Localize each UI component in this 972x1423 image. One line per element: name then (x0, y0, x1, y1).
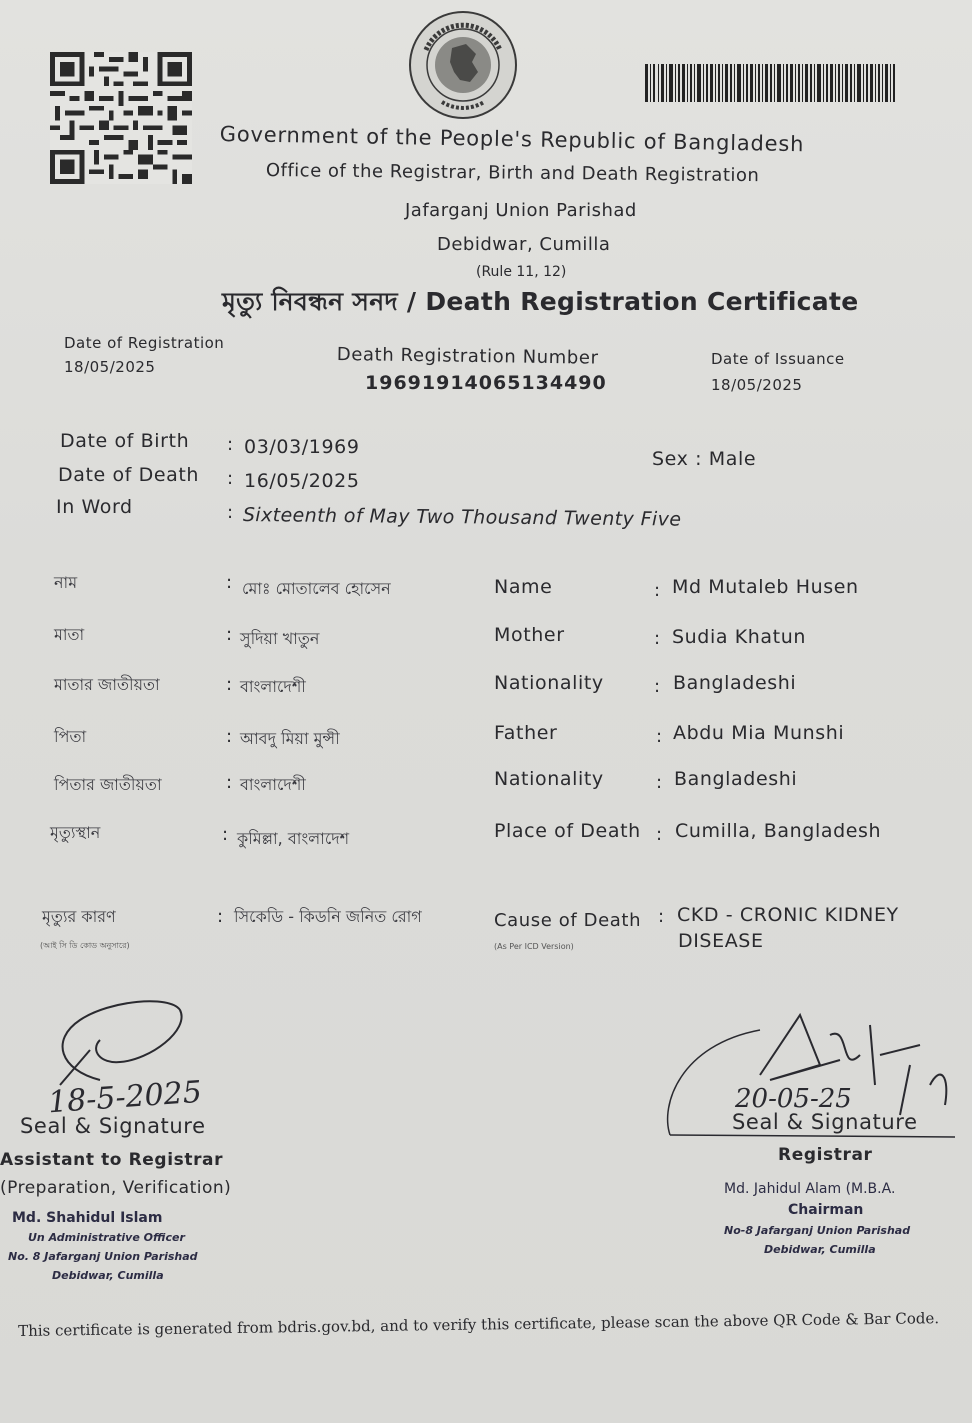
registration-number-value: 19691914065134490 (365, 372, 607, 394)
sex-label: Sex (652, 448, 689, 470)
colon: : (654, 628, 661, 649)
colon: : (226, 674, 233, 695)
dod-label: Date of Death (58, 464, 200, 486)
upazila-heading: Debidwar, Cumilla (437, 234, 611, 255)
registrar-stamp-line3: No-8 Jafarganj Union Parishad (724, 1224, 911, 1237)
sex-field (652, 448, 756, 470)
father-bn-label: পিতা (54, 727, 87, 746)
date-of-issuance-value: 18/05/2025 (711, 376, 803, 394)
colon: : (226, 624, 233, 645)
dob-label: Date of Birth (60, 430, 190, 452)
assistant-stamp-line3: No. 8 Jafarganj Union Parishad (8, 1250, 198, 1263)
cause-bn-note: (আই সি ডি কোড অনুসারে) (40, 941, 130, 950)
assistant-stamp-line2: Un Administrative Officer (28, 1231, 185, 1244)
qr-code-icon (50, 52, 192, 184)
footer-verification-note: This certificate is generated from bdris.gov.bd, and to verify this certificate, please scan the above QR Code & Bar Code. (18, 1309, 940, 1340)
sex-value: Male (708, 448, 757, 470)
assistant-seal-label: Seal & Signature (20, 1114, 206, 1138)
mother-bn-value: সুদিয়া খাতুন (240, 629, 320, 648)
father-nationality-bn-label: পিতার জাতীয়তা (54, 775, 162, 794)
father-bn-value: আবদু মিয়া মুন্সী (240, 729, 340, 748)
registration-number-label: Death Registration Number (336, 344, 599, 369)
registrar-stamp-name: Md. Jahidul Alam (M.B.A. (724, 1181, 896, 1197)
dob-value: 03/03/1969 (244, 436, 360, 458)
colon: : (654, 676, 661, 697)
registrar-stamp-line4: Debidwar, Cumilla (764, 1243, 876, 1256)
assistant-stamp-name: Md. Shahidul Islam (12, 1210, 163, 1226)
colon: : (226, 726, 233, 747)
mother-bn-label: মাতা (54, 625, 85, 644)
union-heading: Jafarganj Union Parishad (405, 200, 637, 221)
assistant-role: Assistant to Registrar (0, 1150, 224, 1170)
date-of-registration-label: Date of Registration (64, 334, 225, 352)
place-label: Place of Death (494, 820, 641, 842)
father-label: Father (494, 722, 558, 744)
government-seal-icon (406, 10, 520, 120)
in-word-value: Sixteenth of May Two Thousand Twenty Five (242, 504, 682, 531)
place-value: Cumilla, Bangladesh (675, 820, 882, 842)
in-word-label: In Word (56, 496, 133, 518)
registrar-seal-label: Seal & Signature (732, 1110, 918, 1134)
colon: : (227, 468, 234, 489)
date-of-registration-value: 18/05/2025 (64, 358, 156, 376)
certificate-title-bn: মৃত্যু নিবন্ধন সনদ (222, 287, 398, 316)
colon: : (656, 772, 663, 793)
colon: : (656, 726, 663, 747)
mother-value: Sudia Khatun (672, 626, 807, 648)
assistant-signature-scribble (40, 990, 200, 1090)
place-bn-value: কুমিল্লা, বাংলাদেশ (237, 829, 350, 848)
government-heading: Government of the People's Republic of Bangladesh (219, 122, 805, 157)
mother-nationality-bn-value: বাংলাদেশী (240, 677, 306, 696)
cause-value-line2: DISEASE (678, 930, 764, 952)
colon: : (654, 580, 661, 601)
registrar-role: Registrar (778, 1145, 873, 1165)
colon: : (695, 448, 703, 470)
registrar-handwritten-date: 20-05-25 (735, 1084, 852, 1114)
colon: : (656, 824, 663, 845)
mother-nationality-label: Nationality (494, 672, 604, 694)
cause-note: (As Per ICD Version) (494, 942, 574, 951)
name-value: Md Mutaleb Husen (672, 576, 859, 598)
father-nationality-label: Nationality (494, 768, 604, 790)
rule-reference: (Rule 11, 12) (476, 264, 567, 280)
assistant-stamp-line4: Debidwar, Cumilla (52, 1269, 164, 1282)
barcode-icon (645, 64, 895, 102)
colon: : (226, 772, 233, 793)
colon: : (658, 906, 665, 927)
name-bn-value: মোঃ মোতালেব হোসেন (242, 579, 391, 598)
mother-nationality-value: Bangladeshi (673, 672, 797, 694)
colon: : (217, 906, 224, 927)
assistant-sub-role: (Preparation, Verification) (0, 1178, 232, 1198)
name-bn-label: নাম (54, 573, 78, 592)
mother-label: Mother (494, 624, 565, 646)
father-nationality-bn-value: বাংলাদেশী (240, 775, 306, 794)
cause-bn-label: মৃত্যুর কারণ (42, 907, 116, 926)
cause-label: Cause of Death (494, 910, 642, 931)
place-bn-label: মৃত্যুস্থান (50, 823, 101, 842)
title-separator: / (406, 287, 417, 316)
certificate-title (222, 282, 858, 325)
colon: : (227, 434, 234, 455)
assistant-handwritten-date: 18-5-2025 (46, 1074, 203, 1121)
dod-value: 16/05/2025 (244, 470, 360, 492)
name-label: Name (494, 576, 553, 598)
office-heading: Office of the Registrar, Birth and Death Registration (265, 160, 760, 187)
colon: : (222, 824, 229, 845)
father-value: Abdu Mia Munshi (673, 722, 845, 744)
date-of-issuance-label: Date of Issuance (711, 350, 845, 368)
cause-bn-value: সিকেডি - কিডনি জনিত রোগ (234, 907, 422, 926)
certificate-title-en: Death Registration Certificate (425, 287, 859, 316)
colon: : (227, 502, 234, 523)
registrar-stamp-line2: Chairman (788, 1202, 864, 1218)
colon: : (226, 572, 233, 593)
cause-value-line1: CKD - CRONIC KIDNEY (677, 904, 899, 926)
father-nationality-value: Bangladeshi (674, 768, 798, 790)
mother-nationality-bn-label: মাতার জাতীয়তা (54, 675, 160, 694)
